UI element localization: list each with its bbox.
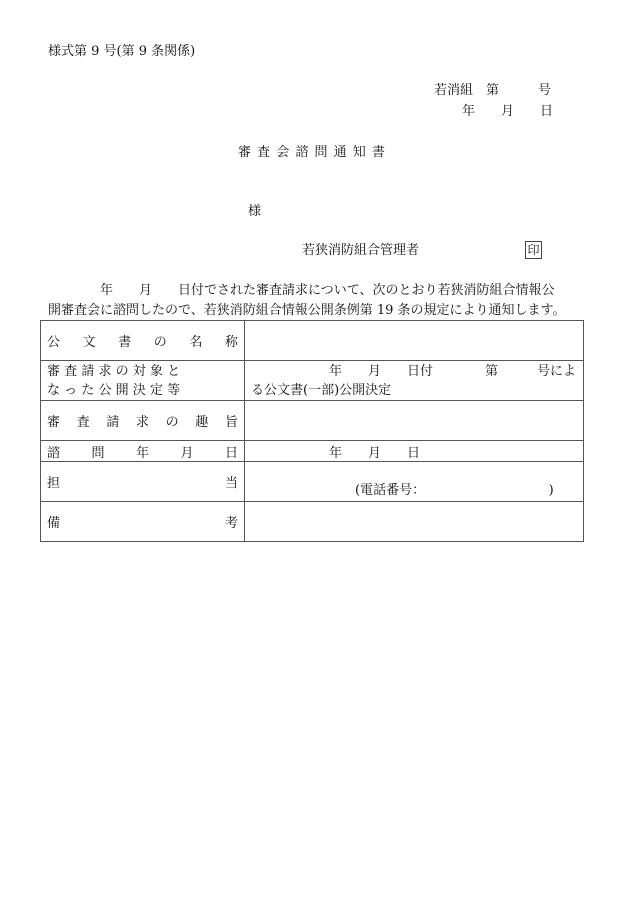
row-label-remarks: 備 考 — [41, 502, 245, 542]
table-row — [41, 462, 584, 502]
info-table — [40, 320, 584, 542]
body-text-line-2: 開審査会に諮問したので、若狭消防組合情報公開条例第 19 条の規定により通知します。 — [48, 303, 566, 318]
row-label-inquiry-date: 諮 問 年 月 日 — [41, 441, 245, 462]
row-value-remarks — [245, 502, 584, 542]
row-value-document-name — [245, 321, 584, 361]
issue-number-line: 若消組 第 号 — [434, 83, 552, 98]
row-value-decision: 年 月 日付 第 号によ る公文書(一部)公開決定 — [245, 361, 584, 401]
sender-name: 若狭消防組合管理者 — [302, 243, 420, 258]
document-title: 審 査 会 諮 問 通 知 書 — [238, 145, 386, 160]
row-value-inquiry-date: 年 月 日 — [245, 441, 584, 462]
table-row — [41, 502, 584, 542]
recipient-honorific: 様 — [248, 204, 262, 219]
table-row — [41, 441, 584, 462]
row-label-request-purpose: 審 査 請 求 の 趣 旨 — [41, 401, 245, 441]
row-value-request-purpose — [245, 401, 584, 441]
table-row — [41, 321, 584, 361]
row-value-person-in-charge: (電話番号： ) — [245, 462, 584, 502]
table-row — [41, 401, 584, 441]
row-label-decision: 審 査 請 求 の 対 象 と な っ た 公 開 決 定 等 — [41, 361, 245, 401]
row-label-person-in-charge: 担 当 — [41, 462, 245, 502]
issue-date-line: 年 月 日 — [462, 104, 554, 119]
row-label-document-name: 公 文 書 の 名 称 — [41, 321, 245, 361]
table-row — [41, 361, 584, 401]
seal-mark: 印 — [525, 241, 542, 259]
body-text-line-1: 年 月 日付でされた審査請求について、次のとおり若狭消防組合情報公 — [48, 283, 555, 298]
form-number-label: 様式第 9 号(第 9 条関係) — [48, 44, 196, 59]
